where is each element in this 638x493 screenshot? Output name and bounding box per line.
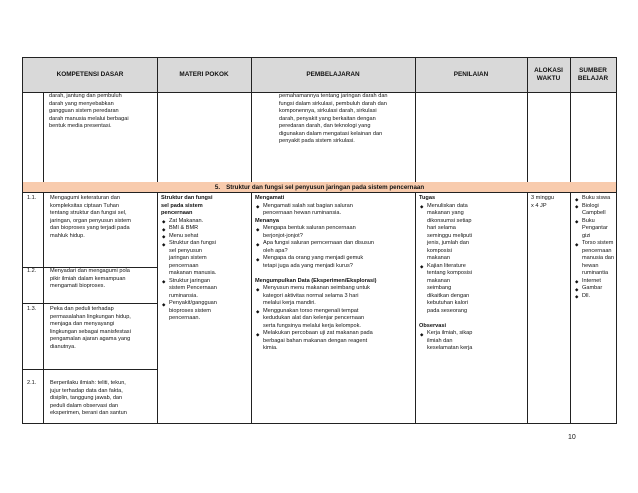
sumber-item [574,218,616,241]
materi-item [161,218,249,226]
mengamati-heading: Mengamati [255,195,285,201]
list-item [255,225,413,240]
text-line: Struktur dan fungsi [161,195,213,201]
sumber-item-line: Pengantar [582,225,608,231]
list-item-line: serta fungsinya melalui kerja kelompok. [263,322,361,329]
list-item [419,330,524,353]
menanya-heading: Menanya [255,217,279,224]
text-line: eksperimen, berani dan santun [50,410,127,416]
sumber-item-line: gizi [582,232,591,239]
alokasi-cell [531,195,569,210]
list-item [419,263,524,316]
sumber-item-line: ◆ Buku siswa [582,195,611,201]
text-line: gangguan sistem peredaran [49,108,119,114]
text-line: darah, penyakit yang berkaitan dengan [279,115,376,122]
materi-item-line: pencernaan [169,262,199,269]
text-line: lingkungan sebagai manisfestasi [50,328,131,335]
list-item-line: seminggu meliputi [427,232,473,239]
list-item-line: hari selama [427,225,456,231]
text-line: peduli dalam observasi dan [50,402,119,409]
observasi-heading: Observasi [419,322,447,329]
materi-item-line: ◆ BMI & BMR [169,225,199,231]
list-item-line: melalui kerja mandiri. [263,300,316,306]
sumber-item-line: ◆ Internet [582,277,601,284]
text-line: menjaga dan menyayangi [50,321,115,327]
sumber-item [574,195,616,203]
materi-item-line: ◆ Struktur dan fungsi [169,240,216,246]
list-item [255,255,413,270]
list-item-line: ◆ Apa fungsi saluran perncernaan dan disusun [263,240,375,246]
text-line: pencernaan [161,210,193,216]
penilaian-cell [419,195,524,353]
list-item-line: kategori aktivitas normal selama 3 hari [263,292,359,299]
list-item-line: kedudukan alat dan kelenjar pencernaan [263,315,365,321]
list-item-line: dikonsumsi setiap [427,217,472,224]
list-item-line: ◆ Menuliskan data [427,202,468,209]
text-line: disiplin, tanggung jawab, dan [50,395,123,401]
list-item-line: kebutuhan kalori [427,300,469,306]
page-number: 10 [568,434,576,441]
text-line: pemahamannya tentang jaringan darah dan [279,93,388,99]
text-line: Berperilaku ilmiah: teliti, tekun, [50,380,126,386]
list-item-line: dikaitkan dengan [427,292,470,299]
sumber-item [574,278,616,286]
list-item-line: berjonjot-jonjot? [263,232,303,239]
header-pembelajaran: PEMBELAJARAN [251,58,415,92]
header-penilaian: PENILAIAN [415,58,527,92]
text-line: darah yang menyebabkan [49,100,114,107]
sumber-item [574,203,616,218]
text-line: pengamalan ajaran agama yang [50,336,131,342]
text-line: jaringan, organ penyusun sistem [50,217,131,224]
materi-item-line: pencernaan. [169,315,201,321]
materi-title [161,195,249,218]
list-item [419,203,524,263]
list-item-line: komposisi [427,247,452,254]
text-line: kompleksitas ciptaan Tuhan [50,202,120,209]
sumber-item-line: ◆ Torso sistem [582,240,614,246]
kd-text [50,268,156,291]
list-item-line: kimia. [263,345,278,351]
section-title-band [23,182,616,192]
sumber-item-line: hewan [582,262,599,269]
cont-kd-text [49,93,155,131]
materi-item-line: sistem Pencernaan [169,285,217,291]
list-item-line: makanan [427,255,451,261]
list-item-line: ◆ Mengapa da orang yang menjadi gemuk [263,255,364,261]
list-item-line: ◆ Kerja ilmiah, sikap [427,330,473,336]
materi-item [161,240,249,278]
text-line: sel pada sistem [161,202,203,209]
pembelajaran-cell [255,195,413,353]
materi-item-line: bioproses sistem [169,307,211,314]
sumber-item-line: ◆ Biologi [582,202,599,209]
materi-item [161,278,249,301]
materi-item-line: ◆ Penyakit/gangguan [169,300,217,306]
list-item-line: tentang komposisi [427,270,473,276]
materi-item-line: ◆ Menu sehat [169,232,199,239]
sumber-item-line: manusia dan [582,255,615,261]
materi-item-line: sel penyusun [169,247,202,254]
header-alokasi: ALOKASI WAKTU [527,58,570,92]
kd-text [50,380,156,418]
materi-item-line: ◆ Zat Makanan. [169,217,204,224]
sumber-cell [574,195,616,300]
text-line: darah, jantung dan pembuluh [49,93,122,99]
kd-text [50,306,156,351]
kd-number: 1.1. [27,195,37,201]
observasi-list [419,330,524,353]
materi-item [161,300,249,323]
sumber-item [574,240,616,278]
syllabus-table [22,57,617,424]
text-line: bentuk media presentasi. [49,123,112,129]
sumber-list [574,195,616,300]
tugas-heading: Tugas [419,195,436,201]
list-item [255,330,413,353]
sumber-item [574,285,616,293]
materi-item-line: ◆ Struktur jaringan [169,277,211,284]
list-item-line: ◆ Mengamati salah sat bagian saluran [263,202,353,209]
mengamati-list [255,203,413,218]
sumber-item-line: ◆ Buku [582,217,595,224]
kd-number: 2.1. [27,380,37,386]
text-line: penyakit pada sistem sirkulasi. [279,138,355,144]
text-line: komponennya, sirkulasi darah, sirkulasi [279,108,377,114]
materi-item-line: ruminansia. [169,292,198,299]
kd-text [50,195,156,240]
list-item-line: keselamatan kerja [427,345,473,351]
list-item-line: ◆ Mengapa bentuk saluran pencernaan [263,225,356,231]
cont-pemb-text [279,93,413,146]
materi-item [161,225,249,233]
list-item [255,285,413,308]
list-item [255,308,413,331]
list-item-line: pada seseorang [427,307,468,314]
list-item-line: ◆ Menyusun menu makanan seimbang untuk [263,285,370,291]
header-materi: MATERI POKOK [157,58,251,92]
list-item-line: seimbang [427,285,452,291]
menanya-list [255,225,413,270]
text-line: pikir ilmiah dalam kemampuan [50,275,126,282]
text-line: Peka dan peduli terhadap [50,306,114,312]
text-line: Mengagumi keteraturan dan [50,195,120,201]
list-item-line: ◆ Menggunakan torso mengenali tempat [263,307,359,314]
list-item-line: tetapi juga ada yang menjadi kurus? [263,262,353,269]
sumber-item-line: pencernaan [582,247,612,254]
list-item [255,240,413,255]
list-item-line: pencernaan hewan ruminansia. [263,210,342,216]
materi-list [161,218,249,323]
text-line: darah manusia melalui berbagai [49,115,129,122]
text-line: peredaran darah, dan teknologi yang [279,123,371,129]
list-item-line: oleh apa? [263,247,288,254]
text-line: dan bioproses yang terjadi pada [50,225,130,231]
sumber-item-line: ◆ Gambar [582,285,603,291]
sumber-item-line: Campbell [582,210,606,216]
header-kompetensi: KOMPETENSI DASAR [23,58,157,92]
sumber-item-line: ruminantia [582,270,609,276]
text-line: dianutnya. [50,343,76,350]
sumber-item [574,293,616,301]
text-line: Menyadari dan mengagumi pola [50,268,130,274]
text-line: tentang struktur dan fungsi sel, [50,210,127,216]
list-item-line: berbagai bahan makanan dengan reagent [263,337,368,344]
text-line: mahluk hidup. [50,232,85,239]
list-item-line: jenis, jumlah dan [427,240,469,246]
text-line: fungsi dalam sirkulasi, pembuluh darah dan [279,100,387,107]
materi-item [161,233,249,241]
list-item-line: ◆ Melakukan percobaan uji zat makanan pada [263,330,373,336]
list-item [255,203,413,218]
text-line: mengamati bioproses. [50,283,106,289]
sumber-item-line: ◆ Dll. [582,292,591,299]
kd-number: 1.2. [27,268,37,274]
section-title: Struktur dan fungsi sel penyusun jaringan pada sistem pencernaan [226,183,425,191]
text-line: permasalahan lingkungan hidup, [50,313,131,320]
materi-pokok-cell [161,195,249,323]
mengumpulkan-heading: Mengumpulkan Data (Eksperimen/Eksplorasi) [255,277,377,284]
list-item-line: makanan [427,277,451,284]
kd-number: 1.3. [27,306,37,312]
list-item-line: makanan yang [427,210,464,216]
list-item-line: ◆ Kajian literature [427,262,466,269]
text-line: 3 minggu [531,195,555,201]
header-sumber: SUMBER BELAJAR [570,58,616,92]
materi-item-line: jaringan sistem [169,255,207,261]
text-line: jujur terhadap data dan fakta, [50,387,123,394]
mengumpulkan-list [255,285,413,353]
text-line: x 4 JP [531,202,547,209]
materi-item-line: makanan manusia. [169,270,217,276]
list-item-line: ilmiah dan [427,337,453,344]
section-number: 5. [214,183,221,191]
text-line: digunakan dalam mengatasi kelainan dan [279,130,383,137]
tugas-list [419,203,524,316]
